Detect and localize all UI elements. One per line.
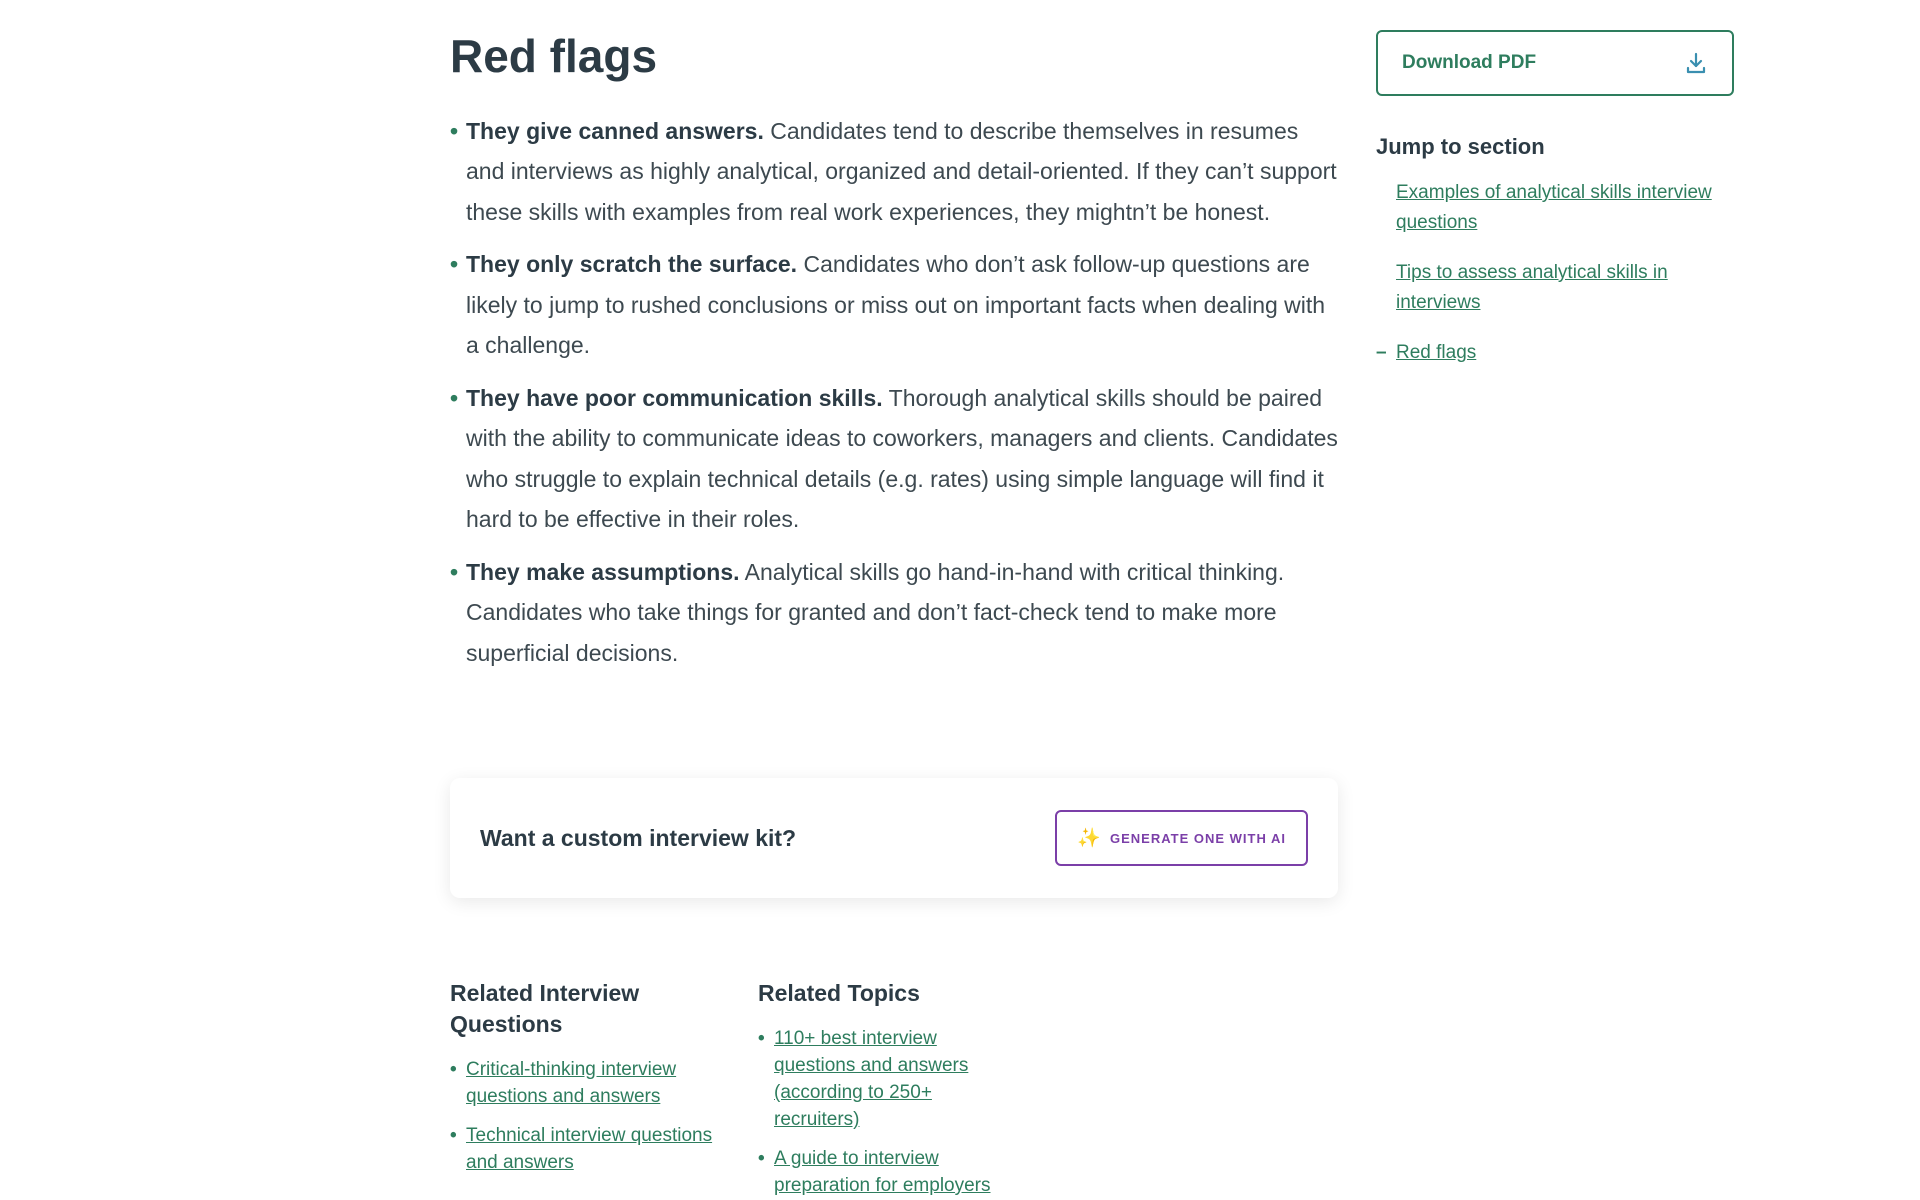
related-questions-list <box>450 1056 720 1176</box>
related-topics-title: Related Topics <box>758 980 920 1006</box>
list-item <box>450 244 1340 366</box>
list-item <box>450 552 1340 674</box>
download-pdf-label: Download PDF <box>1402 52 1537 73</box>
download-pdf-button[interactable] <box>1376 30 1734 96</box>
flag-heading: They give canned answers. <box>466 117 764 144</box>
toc-link[interactable]: Examples of analytical skills interview questions <box>1396 182 1712 233</box>
download-icon <box>1684 51 1708 75</box>
sidebar <box>1376 30 1734 388</box>
list-item <box>450 378 1340 540</box>
bullet-icon: • <box>450 117 459 144</box>
red-flags-list <box>450 111 1340 674</box>
related-questions-title: Related Interview Questions <box>450 980 640 1037</box>
flag-text: Candidates who don’t ask follow-up questions are likely to jump to rushed conclusions or miss out on important facts when dealing with a challenge. <box>466 251 1326 359</box>
table-of-contents <box>1376 178 1734 368</box>
generate-with-ai-button[interactable] <box>1055 810 1308 866</box>
flag-heading: They make assumptions. <box>466 558 740 585</box>
custom-kit-card <box>450 778 1338 898</box>
toc-item-tips <box>1376 258 1734 318</box>
flag-text: Candidates tend to describe themselves in resumes and interviews as highly analytical, organized and detail-oriented. If they can’t support these skills with examples from real work experiences, they mightn’t be honest. <box>466 117 1337 225</box>
toc-item-analytical-questions <box>1376 178 1734 238</box>
related-topic-link[interactable]: 110+ best interview questions and answers (according to 250+ recruiters) <box>774 1028 969 1130</box>
bullet-icon: • <box>450 1059 457 1080</box>
related-topic-link[interactable]: A guide to interview preparation for employers <box>774 1148 991 1196</box>
bullet-icon: • <box>450 384 459 411</box>
toc-item-red-flags <box>1376 338 1734 368</box>
bullet-icon: • <box>758 1028 765 1049</box>
related-topics-list <box>758 1025 1018 1199</box>
bullet-icon: • <box>450 558 459 585</box>
bullet-icon: • <box>758 1148 765 1169</box>
flag-heading: They have poor communication skills. <box>466 384 883 411</box>
list-item <box>450 111 1340 233</box>
list-item <box>450 1122 720 1176</box>
toc-link[interactable]: Tips to assess analytical skills in interviews <box>1396 262 1668 313</box>
bullet-icon: • <box>450 1125 457 1146</box>
main-content <box>450 30 1340 685</box>
generate-with-ai-label: GENERATE ONE WITH AI <box>1110 830 1286 846</box>
list-item <box>758 1025 1018 1133</box>
list-item <box>450 1056 720 1110</box>
page-title: Red flags <box>450 30 658 82</box>
flag-text: Analytical skills go hand-in-hand with critical thinking. Candidates who take things for granted and don’t fact-check tend to make more superficial decisions. <box>466 558 1285 666</box>
list-item <box>758 1145 1018 1199</box>
flag-text: Thorough analytical skills should be paired with the ability to communicate ideas to coworkers, managers and clients. Candidates who struggle to explain technical details (e.g. rates) using simple language will find it hard to be effective in their roles. <box>466 384 1338 533</box>
sparkle-icon: ✨ <box>1077 827 1102 849</box>
related-topics <box>758 978 1018 1200</box>
related-question-link[interactable]: Critical-thinking interview questions and answers <box>466 1059 677 1107</box>
toc-link[interactable]: Red flags <box>1396 342 1477 363</box>
flag-heading: They only scratch the surface. <box>466 251 798 278</box>
related-interview-questions <box>450 978 720 1188</box>
bullet-icon: • <box>450 251 459 278</box>
custom-kit-title: Want a custom interview kit? <box>480 824 797 851</box>
related-question-link[interactable]: Technical interview questions and answers <box>466 1125 713 1173</box>
active-marker-icon: – <box>1376 342 1387 363</box>
jump-to-section-title: Jump to section <box>1376 134 1545 159</box>
